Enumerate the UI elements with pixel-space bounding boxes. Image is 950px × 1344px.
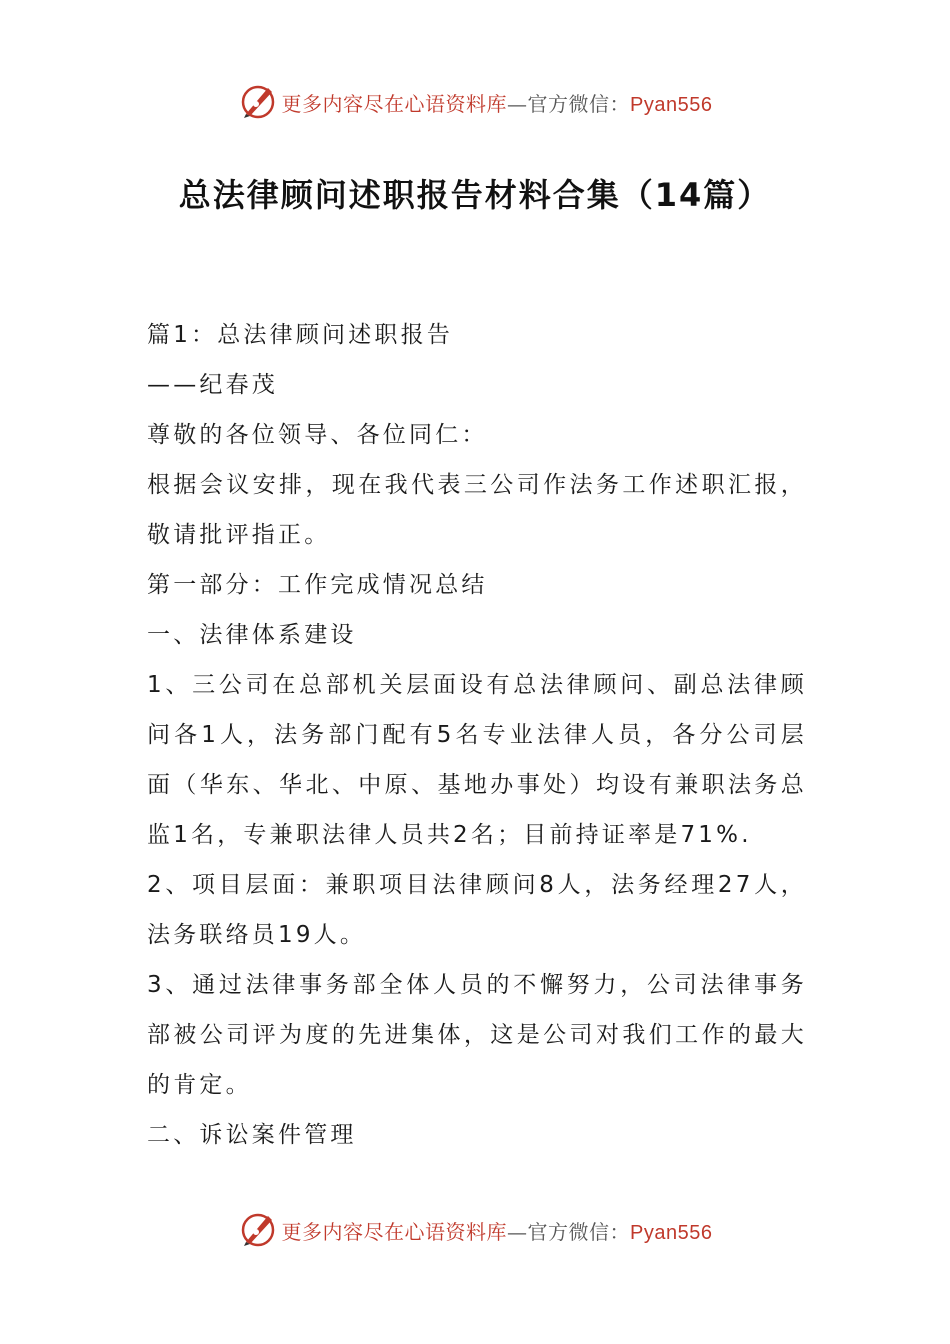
watermark-content <box>238 1210 713 1250</box>
watermark-banner-bottom <box>0 1208 950 1252</box>
author-line: ——纪春茂 <box>147 372 278 398</box>
watermark-content <box>238 82 713 122</box>
item-paragraph-3: 3、通过法律事务部全体人员的不懈努力，公司法律事务部被公司评为度的先进集体，这是公司对我们工作的最大的肯定。 <box>147 972 807 1098</box>
chapter-heading: 篇1：总法律顾问述职报告 <box>147 322 454 348</box>
watermark-text: 更多内容尽在心语资料库—官方微信：Pyan556 <box>281 1219 713 1244</box>
watermark-text: 更多内容尽在心语资料库—官方微信：Pyan556 <box>281 91 713 116</box>
item-paragraph-2: 2、项目层面：兼职项目法律顾问8人，法务经理27人，法务联络员19人。 <box>147 872 807 948</box>
section-heading-part-one: 第一部分：工作完成情况总结 <box>147 572 488 598</box>
subsection-heading-legal-system: 一、法律体系建设 <box>147 622 357 648</box>
watermark-banner-top <box>0 80 950 124</box>
salutation: 尊敬的各位领导、各位同仁： <box>147 422 488 448</box>
document-title: 总法律顾问述职报告材料合集（14篇） <box>178 176 772 214</box>
document-body <box>147 310 807 1160</box>
item-paragraph-1: 1、三公司在总部机关层面设有总法律顾问、副总法律顾问各1人，法务部门配有5名专业法律人员，各分公司层面（华东、华北、中原、基地办事处）均设有兼职法务总监1名，专兼职法律人员共2名；目前持证率是71%. <box>147 672 807 848</box>
intro-paragraph: 根据会议安排，现在我代表三公司作法务工作述职汇报，敬请批评指正。 <box>147 472 807 548</box>
pen-logo-icon <box>238 82 278 122</box>
subsection-heading-litigation: 二、诉讼案件管理 <box>147 1122 357 1148</box>
pen-logo-icon <box>238 1210 278 1250</box>
